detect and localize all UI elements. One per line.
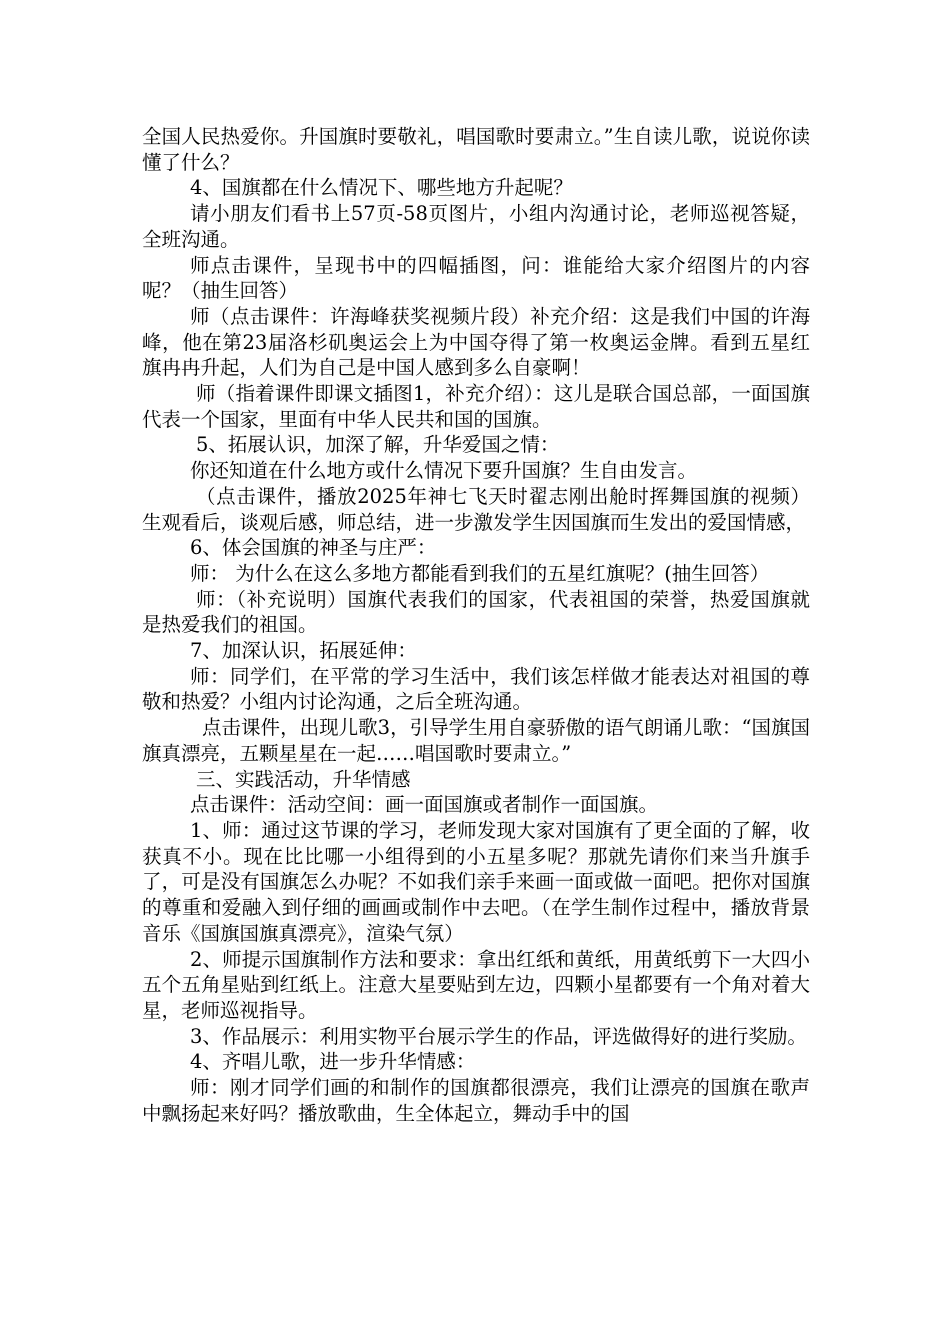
paragraph-7: 5、拓展认识，加深了解，升华爱国之情：	[196, 433, 560, 457]
paragraph-4: 师点击课件，呈现书中的四幅插图，问：谁能给大家介绍图片的内容呢？（抽生回答）	[142, 253, 810, 303]
paragraph-22: 师：刚才同学们画的和制作的国旗都很漂亮，我们让漂亮的国旗在歌声中飘扬起来好吗？播放歌曲，生全体起立，舞动手中的国	[142, 1076, 810, 1125]
paragraph-3: 请小朋友们看书上57页-58页图片，小组内沟通讨论，老师巡视答疑，全班沟通。	[142, 202, 810, 251]
paragraph-20: 3、作品展示：利用实物平台展示学生的作品，评选做得好的进行奖励。	[190, 1024, 807, 1048]
paragraph-8: 你还知道在什么地方或什么情况下要升国旗？生自由发言。	[190, 459, 698, 483]
document-body	[142, 124, 810, 1126]
paragraph-11: 师： 为什么在这么多地方都能看到我们的五星红旗呢？(抽生回答）	[190, 561, 770, 585]
paragraph-15: 点击课件，出现儿歌3，引导学生用自豪骄傲的语气朗诵儿歌：“国旗国旗真漂亮，五颗星星在一起……唱国歌时要肃立。”	[142, 716, 810, 765]
paragraph-16: 三、实践活动，升华情感	[196, 767, 411, 791]
paragraph-2: 4、国旗都在什么情况下、哪些地方升起呢？	[190, 176, 573, 200]
paragraph-5: 师（点击课件：许海峰获奖视频片段）补充介绍：这是我们中国的许海峰，他在第23届洛杉矶奥运会上为中国夺得了第一枚奥运金牌。看到五星红旗冉冉升起，人们为自己是中国人感到多么自豪啊！	[142, 304, 810, 380]
paragraph-9: （点击课件，播放2025年神七飞天时翟志刚出舱时挥舞国旗的视频）生观看后，谈观后感，师总结，进一步激发学生因国旗而生发出的爱国情感，	[142, 484, 810, 534]
paragraph-18: 1、师：通过这节课的学习，老师发现大家对国旗有了更全面的了解，收获真不小。现在比比哪一小组得到的小五星多呢？那就先请你们来当升旗手了，可是没有国旗怎么办呢？不如我们亲手来画一面或做一面吧。把你对国旗的尊重和爱融入到仔细的画画或制作中去吧。（在学生制作过程中，播放背景音乐《国旗国旗真漂亮》，渲染气氛）	[142, 818, 810, 945]
paragraph-17: 点击课件：活动空间：画一面国旗或者制作一面国旗。	[190, 793, 659, 817]
paragraph-21: 4、齐唱儿歌，进一步升华情感：	[190, 1050, 476, 1074]
paragraph-13: 7、加深认识，拓展延伸：	[190, 639, 417, 663]
paragraph-6: 师（指着课件即课文插图1，补充介绍）：这儿是联合国总部，一面国旗代表一个国家，里面有中华人民共和国的国旗。	[142, 382, 810, 431]
paragraph-10: 6、体会国旗的神圣与庄严：	[190, 536, 437, 560]
paragraph-12: 师：（补充说明）国旗代表我们的国家，代表祖国的荣誉，热爱国旗就是热爱我们的祖国。	[142, 587, 810, 637]
paragraph-14: 师：同学们，在平常的学习生活中，我们该怎样做才能表达对祖国的尊敬和热爱？小组内讨论沟通，之后全班沟通。	[142, 664, 810, 714]
paragraph-1: 全国人民热爱你。升国旗时要敬礼，唱国歌时要肃立。”生自读儿歌，说说你读懂了什么？	[142, 125, 810, 174]
paragraph-19: 2、师提示国旗制作方法和要求：拿出红纸和黄纸，用黄纸剪下一大四小五个五角星贴到红纸上。注意大星要贴到左边，四颗小星都要有一个角对着大星，老师巡视指导。	[142, 947, 810, 1022]
